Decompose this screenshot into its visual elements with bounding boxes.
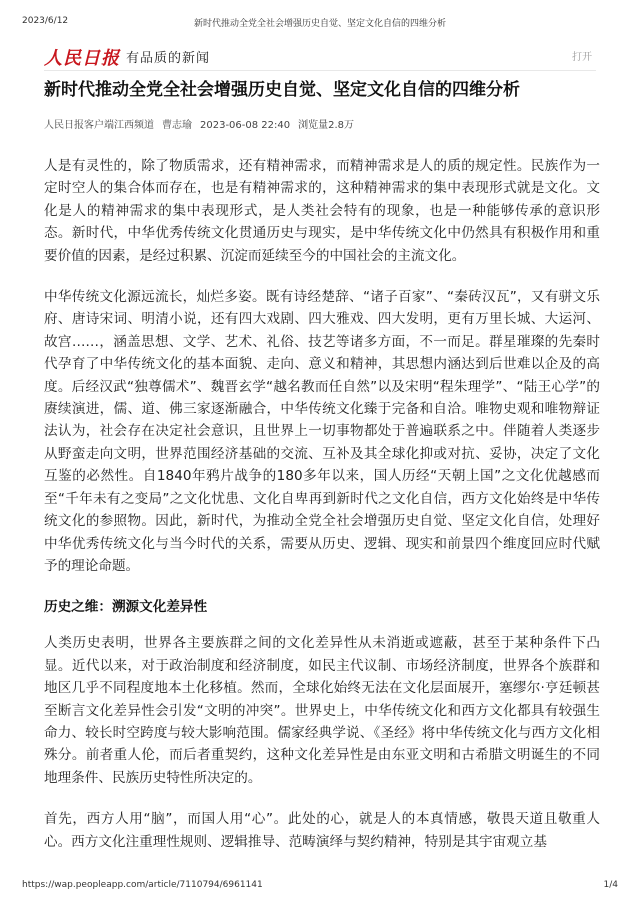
article-paragraph: 首先，西方人用“脑”，而国人用“心”。此处的心，就是人的本真情感，敬畏天道且敬重人心。西方文化注重理性规则、逻辑推导、范畴演绎与契约精神，特别是其宇宙观立基 <box>44 811 600 850</box>
print-date: 2023/6/12 <box>22 16 69 26</box>
print-url: https://wap.peopleapp.com/article/7110794/6961141 <box>22 880 263 890</box>
open-app-button[interactable]: 打开 <box>572 52 592 63</box>
article-paragraph: 中华传统文化源远流长，灿烂多姿。既有诗经楚辞、“诸子百家”、“秦砖汉瓦”，又有骈文乐府、唐诗宋词、明清小说，还有四大戏剧、四大雅戏、四大发明，更有万里长城、大运河、故宫……，涵盖思想、文学、艺术、礼俗、技艺等诸多方面，不一而足。群星璀璨的先秦时代孕育了中华传统文化的基本面貌、走向、意义和精神，其思想内涵达到后世难以企及的高度。后经汉武“独尊儒术”、魏晋玄学“越名教而任自然”以及宋明“程朱理学”、“陆王心学”的赓续演进，儒、道、佛三家逐渐融合，中华传统文化臻于完备和自洽。唯物史观和唯物辩证法认为，社会存在决定社会意识，且世界上一切事物都处于普遍联系之中。伴随着人类逐步从野蛮走向文明，世界范围经济基础的交流、互补及其全球化抑或对抗、妥协，决定了文化互鉴的必然性。自1840年鸦片战争的180多年以来，国人历经“天朝上国”之文化优越感而至“千年未有之变局”之文化忧患、文化自卑再到新时代之文化自信，西方文化始终是中华传统文化的参照物。因此，新时代，为推动全党全社会增强历史自觉、坚定文化自信，处理好中华优秀传统文化与当今时代的关系，需要从历史、逻辑、现实和前景四个维度回应时代赋予的理论命题。 <box>44 289 600 574</box>
print-footer <box>22 880 618 894</box>
page-number: 1/4 <box>603 880 618 890</box>
article-body <box>44 155 600 872</box>
article-meta <box>44 116 362 131</box>
article-paragraph: 人是有灵性的，除了物质需求，还有精神需求，而精神需求是人的质的规定性。民族作为一定时空人的集合体而存在，也是有精神需求的，这种精神需求的集中表现形式就是文化。文化是人的精神需求的集中表现形式，是人类社会特有的现象，也是一种能够传承的意识形态。新时代，中华优秀传统文化贯通历史与现实，是中华传统文化中仍然具有积极作用和重要价值的因素，是经过积累、沉淀而延续至今的中国社会的主流文化。 <box>44 158 600 264</box>
section-heading: 历史之维：溯源文化差异性 <box>44 599 208 616</box>
site-logo[interactable]: 人民日报 <box>44 48 120 69</box>
site-header <box>44 44 596 69</box>
article-views: 浏览量2.8万 <box>298 120 355 131</box>
header-divider <box>44 70 596 71</box>
article-title: 新时代推动全党全社会增强历史自觉、坚定文化自信的四维分析 <box>44 80 520 100</box>
print-page-title: 新时代推动全党全社会增强历史自觉、坚定文化自信的四维分析 <box>193 19 446 29</box>
article-datetime: 2023-06-08 22:40 <box>200 120 291 131</box>
article-author: 曹志瑜 <box>162 120 192 131</box>
print-header <box>22 16 618 30</box>
site-slogan: 有品质的新闻 <box>126 51 211 66</box>
article-paragraph: 人类历史表明，世界各主要族群之间的文化差异性从未消逝或遮蔽，甚至于某种条件下凸显。近代以来，对于政治制度和经济制度，如民主代议制、市场经济制度，世界各个族群和地区几乎不同程度地本土化移植。然而，全球化始终无法在文化层面展开，塞缪尔·亨廷顿甚至断言文化差异性会引发“文明的冲突”。世界史上，中华传统文化和西方文化都具有较强生命力、较长时空跨度与较大影响范围。儒家经典学说、《圣经》将中华传统文化与西方文化相殊分。前者重人伦，而后者重契约，这种文化差异性是由东亚文明和古希腊文明诞生的不同地理条件、民族历史特性所决定的。 <box>44 635 600 786</box>
article-source[interactable]: 人民日报客户端江西频道 <box>44 120 154 131</box>
